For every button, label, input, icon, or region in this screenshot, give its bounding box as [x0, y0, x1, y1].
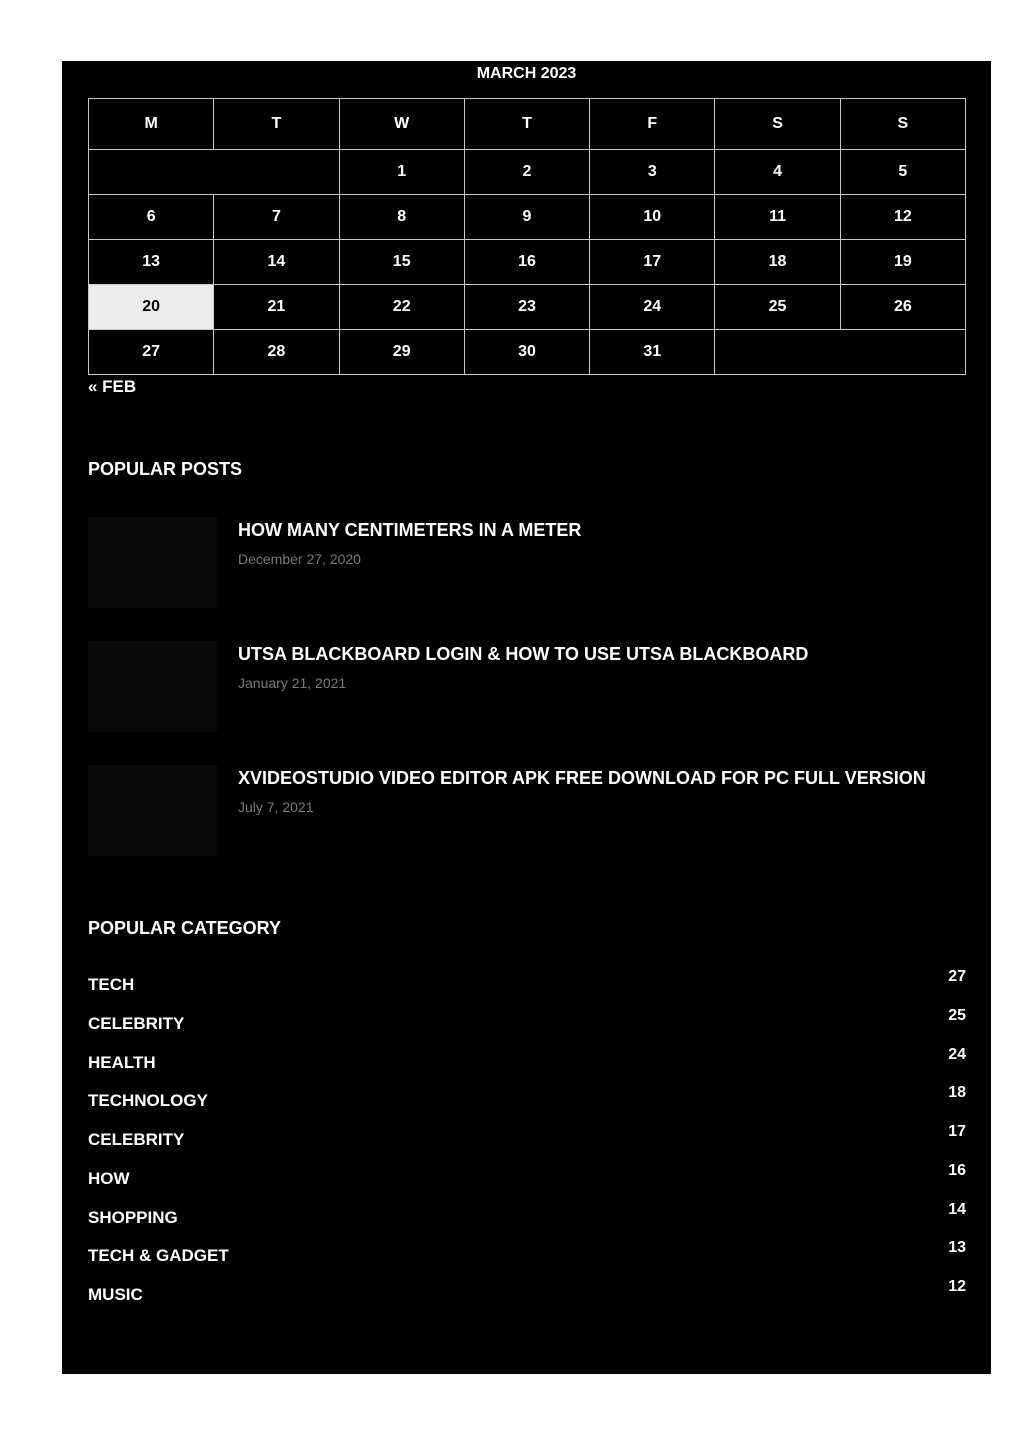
- calendar-day: 13: [89, 240, 214, 285]
- calendar-week: [89, 330, 966, 375]
- category-item: [88, 1081, 966, 1120]
- post-date: December 27, 2020: [238, 551, 361, 567]
- calendar-day: 14: [214, 240, 339, 285]
- post-thumbnail[interactable]: [88, 765, 217, 856]
- calendar-day: 5: [840, 150, 965, 195]
- calendar-day: 27: [89, 330, 214, 375]
- post-item: [88, 641, 966, 733]
- calendar-day: 31: [590, 330, 715, 375]
- category-item: [88, 1004, 966, 1043]
- post-thumbnail[interactable]: [88, 517, 217, 608]
- calendar-day: 12: [840, 195, 965, 240]
- calendar-day: 8: [339, 195, 464, 240]
- calendar-week: [89, 195, 966, 240]
- category-count: 12: [948, 1278, 966, 1295]
- category-link[interactable]: CELEBRITY: [88, 1013, 185, 1033]
- calendar-pad: [715, 330, 966, 375]
- weekday-monday: M: [89, 99, 214, 150]
- weekday-saturday: S: [715, 99, 840, 150]
- post-item: [88, 517, 966, 609]
- calendar-day: 3: [590, 150, 715, 195]
- category-count: 25: [948, 1006, 966, 1024]
- category-link[interactable]: TECHNOLOGY: [88, 1091, 208, 1111]
- category-link[interactable]: HEALTH: [88, 1052, 156, 1072]
- category-link[interactable]: TECH: [88, 975, 135, 994]
- calendar-weekday-row: [89, 99, 966, 150]
- post-thumbnail[interactable]: [88, 641, 217, 732]
- calendar-day: 30: [464, 330, 589, 375]
- category-count: 13: [948, 1239, 966, 1257]
- calendar-caption: MARCH 2023: [476, 65, 577, 82]
- calendar-day: 29: [339, 330, 464, 375]
- category-count: 18: [948, 1084, 966, 1102]
- post-title-link[interactable]: XVIDEOSTUDIO VIDEO EDITOR APK FREE DOWNLOAD FOR PC FULL VERSION: [238, 768, 926, 788]
- category-item: [88, 1043, 966, 1082]
- category-count: 27: [948, 968, 966, 985]
- calendar-day: 7: [214, 195, 339, 240]
- category-item: [88, 1236, 966, 1275]
- calendar-day: 10: [590, 195, 715, 240]
- calendar-day: 28: [214, 330, 339, 375]
- post-item: [88, 765, 966, 857]
- weekday-sunday: S: [840, 99, 965, 150]
- post-date: July 7, 2021: [238, 799, 314, 815]
- calendar-table: [88, 98, 966, 375]
- category-link[interactable]: CELEBRITY: [88, 1130, 185, 1149]
- calendar-week: [89, 285, 966, 330]
- category-link[interactable]: TECH & GADGET: [88, 1246, 229, 1266]
- calendar-day: 1: [339, 150, 464, 195]
- category-count: 14: [948, 1200, 966, 1218]
- calendar-day: 4: [715, 150, 840, 195]
- weekday-wednesday: W: [339, 99, 464, 150]
- calendar-day: 22: [339, 285, 464, 330]
- calendar-day: 24: [590, 285, 715, 330]
- category-link[interactable]: MUSIC: [88, 1285, 143, 1304]
- post-title-link[interactable]: UTSA BLACKBOARD LOGIN & HOW TO USE UTSA BLACKBOARD: [238, 644, 809, 664]
- calendar-day: 18: [715, 240, 840, 285]
- post-date: January 21, 2021: [238, 675, 347, 691]
- category-item: [88, 1275, 966, 1314]
- calendar-day: 9: [464, 195, 589, 240]
- weekday-thursday: T: [464, 99, 589, 150]
- category-count: 17: [948, 1123, 966, 1140]
- calendar-day: 19: [840, 240, 965, 285]
- calendar-pad: [89, 150, 340, 195]
- category-list: [88, 965, 966, 1314]
- category-link[interactable]: SHOPPING: [88, 1207, 178, 1227]
- calendar-day: 26: [840, 285, 965, 330]
- calendar-day: 15: [339, 240, 464, 285]
- popular-category-title: POPULAR CATEGORY: [88, 918, 282, 938]
- calendar-day: 25: [715, 285, 840, 330]
- calendar-week: [89, 150, 966, 195]
- category-count: 16: [948, 1161, 966, 1179]
- calendar-day-today: 20: [89, 285, 214, 330]
- calendar-day: 6: [89, 195, 214, 240]
- calendar-day: 23: [464, 285, 589, 330]
- calendar-day: 21: [214, 285, 339, 330]
- category-item: [88, 1198, 966, 1237]
- calendar-day: 2: [464, 150, 589, 195]
- popular-posts-title: POPULAR POSTS: [88, 459, 243, 479]
- calendar-week: [89, 240, 966, 285]
- weekday-tuesday: T: [214, 99, 339, 150]
- category-count: 24: [948, 1045, 966, 1063]
- calendar-day: 17: [590, 240, 715, 285]
- sidebar-panel: [62, 61, 991, 1374]
- post-title-link[interactable]: HOW MANY CENTIMETERS IN A METER: [238, 520, 582, 540]
- category-item: [88, 1159, 966, 1198]
- category-item: [88, 1120, 966, 1159]
- calendar-day: 11: [715, 195, 840, 240]
- calendar-prev-month-link[interactable]: « FEB: [88, 377, 137, 396]
- calendar-day: 16: [464, 240, 589, 285]
- category-link[interactable]: HOW: [88, 1168, 130, 1188]
- weekday-friday: F: [590, 99, 715, 150]
- category-item: [88, 965, 966, 1004]
